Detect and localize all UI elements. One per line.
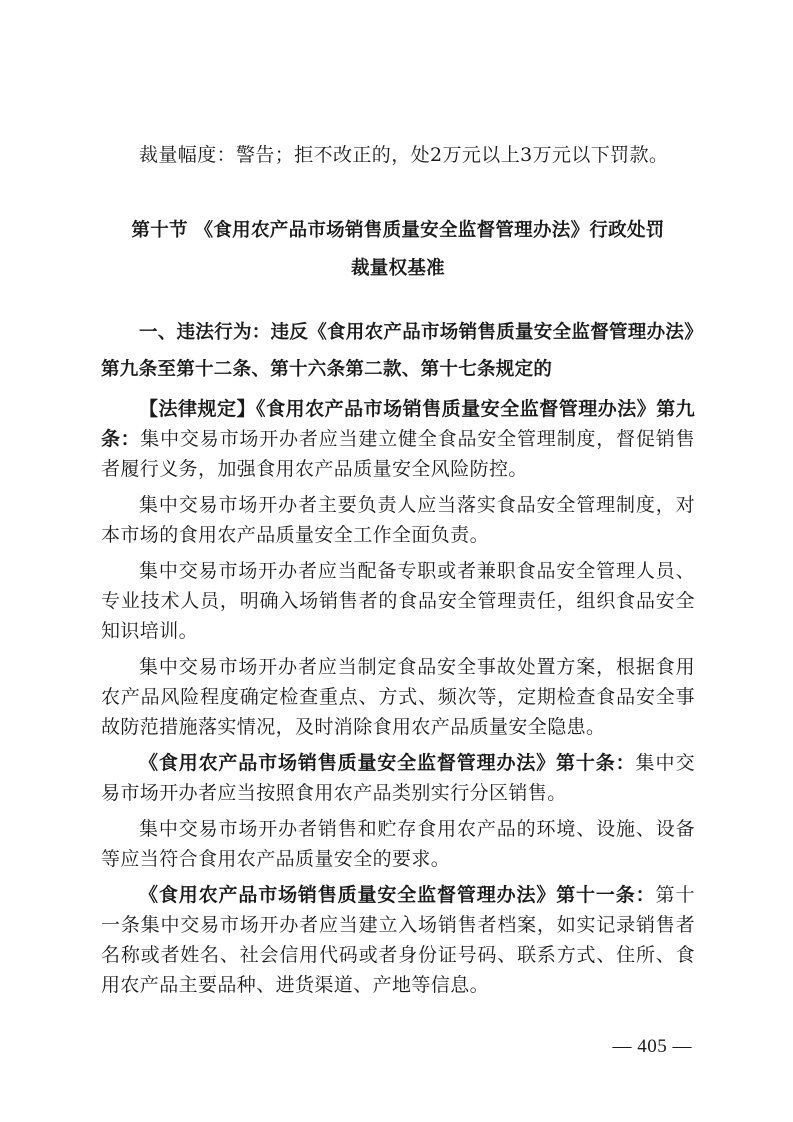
discretion-paragraph [101,140,695,170]
page-number: — 405 — [612,1036,692,1057]
article-9-paragraph-1 [101,394,695,484]
discretion-text: 裁量幅度：警告；拒不改正的，处2万元以上3万元以下罚款。 [139,144,669,166]
article-9-text-1: 集中交易市场开办者应当建立健全食品安全管理制度，督促销售者履行义务，加强食用农产品质量安全风险防控。 [101,428,696,480]
article-9-paragraph-2 [101,490,695,550]
article-9-paragraph-3 [101,556,695,646]
article-10-paragraph-2 [101,814,695,874]
spacer [101,288,695,314]
article-10-text-1: 集中交易市场开办者应当按照食用农产品类别实行分区销售。 [101,752,695,804]
article-9-text-4: 集中交易市场开办者应当制定食品安全事故处置方案，根据食用农产品风险程度确定检查重点、方式、频次等，定期检查食品安全事故防范措施落实情况，及时消除食用农产品质量安全隐患。 [101,656,695,738]
section-title-line-1: 第十节 《食用农产品市场销售质量安全监督管理办法》行政处罚 [131,220,665,241]
article-9-label: 【法律规定】《食用农产品市场销售质量安全监督管理办法》第九条： [101,398,695,450]
article-11-label: 《食用农产品市场销售质量安全监督管理办法》第十一条： [139,884,656,906]
page-content [101,140,704,1000]
section-title-line-2: 裁量权基准 [350,258,445,279]
article-10-text-2: 集中交易市场开办者销售和贮存食用农产品的环境、设施、设备等应当符合食用农产品质量安全的要求。 [101,818,695,870]
article-9-text-3: 集中交易市场开办者应当配备专职或者兼职食品安全管理人员、专业技术人员，明确入场销售者的食品安全管理责任，组织食品安全知识培训。 [101,560,695,642]
article-10-paragraph-1 [101,748,695,808]
article-9-text-2: 集中交易市场开办者主要负责人应当落实食品安全管理制度，对本市场的食用农产品质量安全工作全面负责。 [101,494,695,546]
article-9-paragraph-4 [101,652,695,742]
violation-heading-line-1: 一、违法行为：违反《食用农产品市场销售质量安全监督管理办法》 [139,322,704,343]
article-11-text-1: 第十一条集中交易市场开办者应当建立入场销售者档案，如实记录销售者名称或者姓名、社会信用代码或者身份证号码、联系方式、住所、食用农产品主要品种、进货渠道、产地等信息。 [101,884,695,996]
spacer [101,170,695,212]
violation-heading-line-2: 第九条至第十二条、第十六条第二款、第十七条规定的 [101,359,553,380]
article-10-label: 《食用农产品市场销售质量安全监督管理办法》第十条： [139,752,636,774]
article-11-paragraph-1 [101,880,695,1000]
